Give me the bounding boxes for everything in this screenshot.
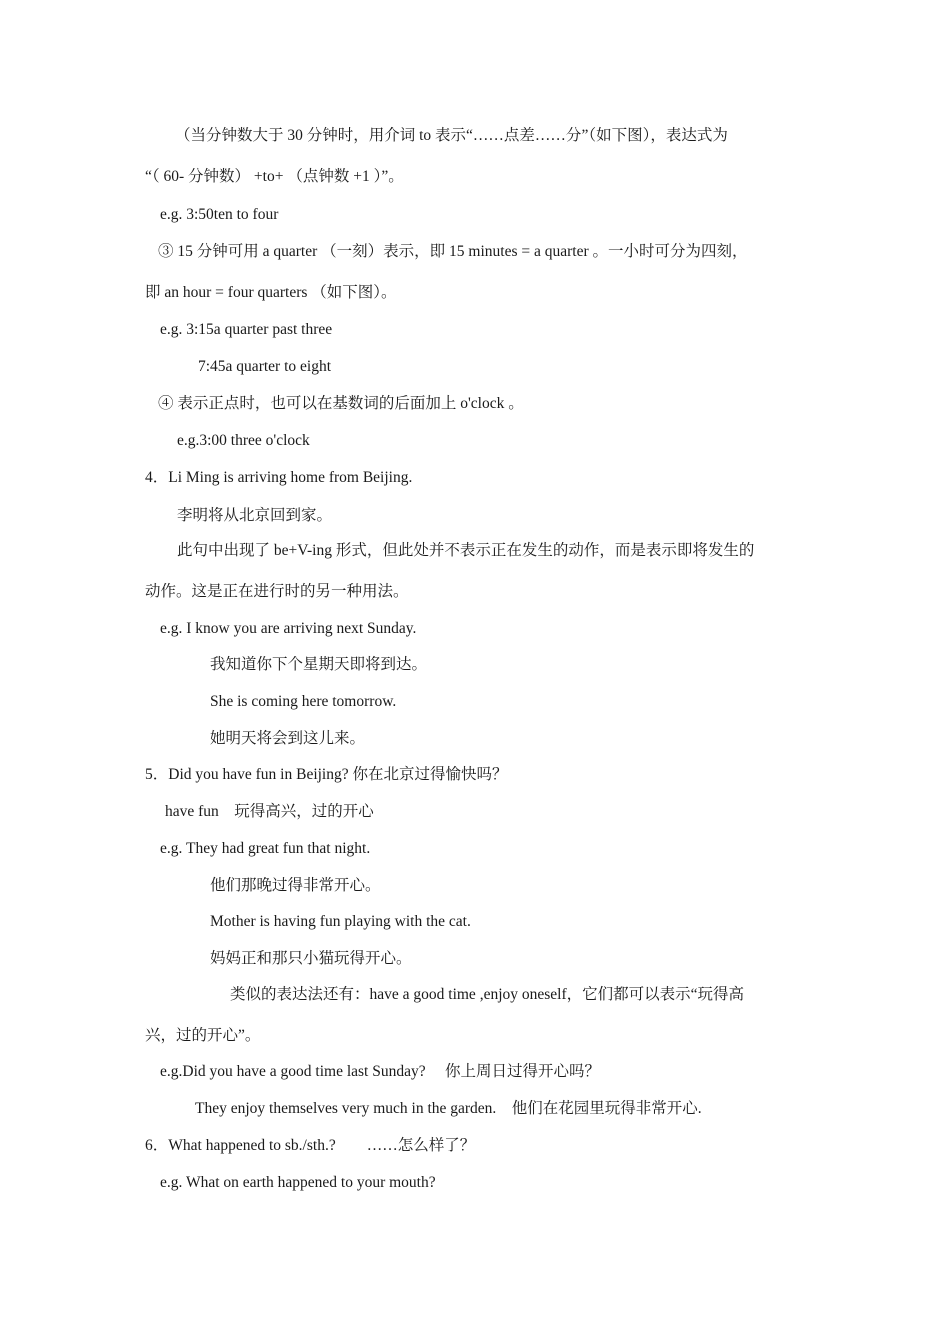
text-line: They enjoy themselves very much in the garden. 他们在花园里玩得非常开心. (195, 1100, 702, 1117)
text-line: e.g. What on earth happened to your mouth? (160, 1174, 436, 1191)
text-line: 此句中出现了 be+V-ing 形式，但此处并不表示正在发生的动作，而是表示即将发生的 (177, 542, 755, 559)
section-heading: 4．Li Ming is arriving home from Beijing. (145, 469, 413, 486)
section-heading: 6．What happened to sb./sth.? ……怎么样了？ (145, 1137, 476, 1154)
text-line: 即 an hour = four quarters （如下图）。 (145, 284, 397, 301)
text-line: （当分钟数大于 30 分钟时，用介词 to 表示“……点差……分”（如下图），表达式为 (175, 127, 728, 144)
text-line: 动作。这是正在进行时的另一种用法。 (145, 583, 409, 600)
text-line: 她明天将会到这儿来。 (210, 730, 366, 747)
text-line: 我知道你下个星期天即将到达。 (210, 656, 428, 673)
text-line: e.g. I know you are arriving next Sunday. (160, 620, 417, 637)
text-line: 类似的表达法还有：have a good time ,enjoy oneself，它们都可以表示“玩得高 (230, 986, 745, 1003)
text-line: e.g. 3:50ten to four (160, 206, 279, 223)
text-line: e.g.Did you have a good time last Sunday? 你上周日过得开心吗？ (160, 1063, 600, 1080)
text-line: have fun 玩得高兴，过的开心 (165, 803, 374, 820)
text-line: 他们那晚过得非常开心。 (210, 877, 381, 894)
text-line: e.g. They had great fun that night. (160, 840, 371, 857)
text-line: e.g.3:00 three o'clock (177, 432, 310, 449)
text-line: Mother is having fun playing with the cat. (210, 913, 471, 930)
text-line: 7:45a quarter to eight (198, 358, 331, 375)
text-line: “（ 60- 分钟数） +to+ （点钟数 +1 ）”。 (145, 168, 404, 185)
section-heading: 5．Did you have fun in Beijing? 你在北京过得愉快吗？ (145, 766, 508, 783)
text-line: ④ 表示正点时，也可以在基数词的后面加上 o'clock 。 (158, 395, 524, 412)
text-line: She is coming here tomorrow. (210, 693, 397, 710)
text-line: 李明将从北京回到家。 (177, 507, 333, 524)
text-line: 妈妈正和那只小猫玩得开心。 (210, 950, 412, 967)
text-line: 兴，过的开心”。 (145, 1027, 261, 1044)
text-line: e.g. 3:15a quarter past three (160, 321, 333, 338)
text-line: ③ 15 分钟可用 a quarter （一刻）表示，即 15 minutes = a quarter 。一小时可分为四刻， (158, 243, 748, 260)
